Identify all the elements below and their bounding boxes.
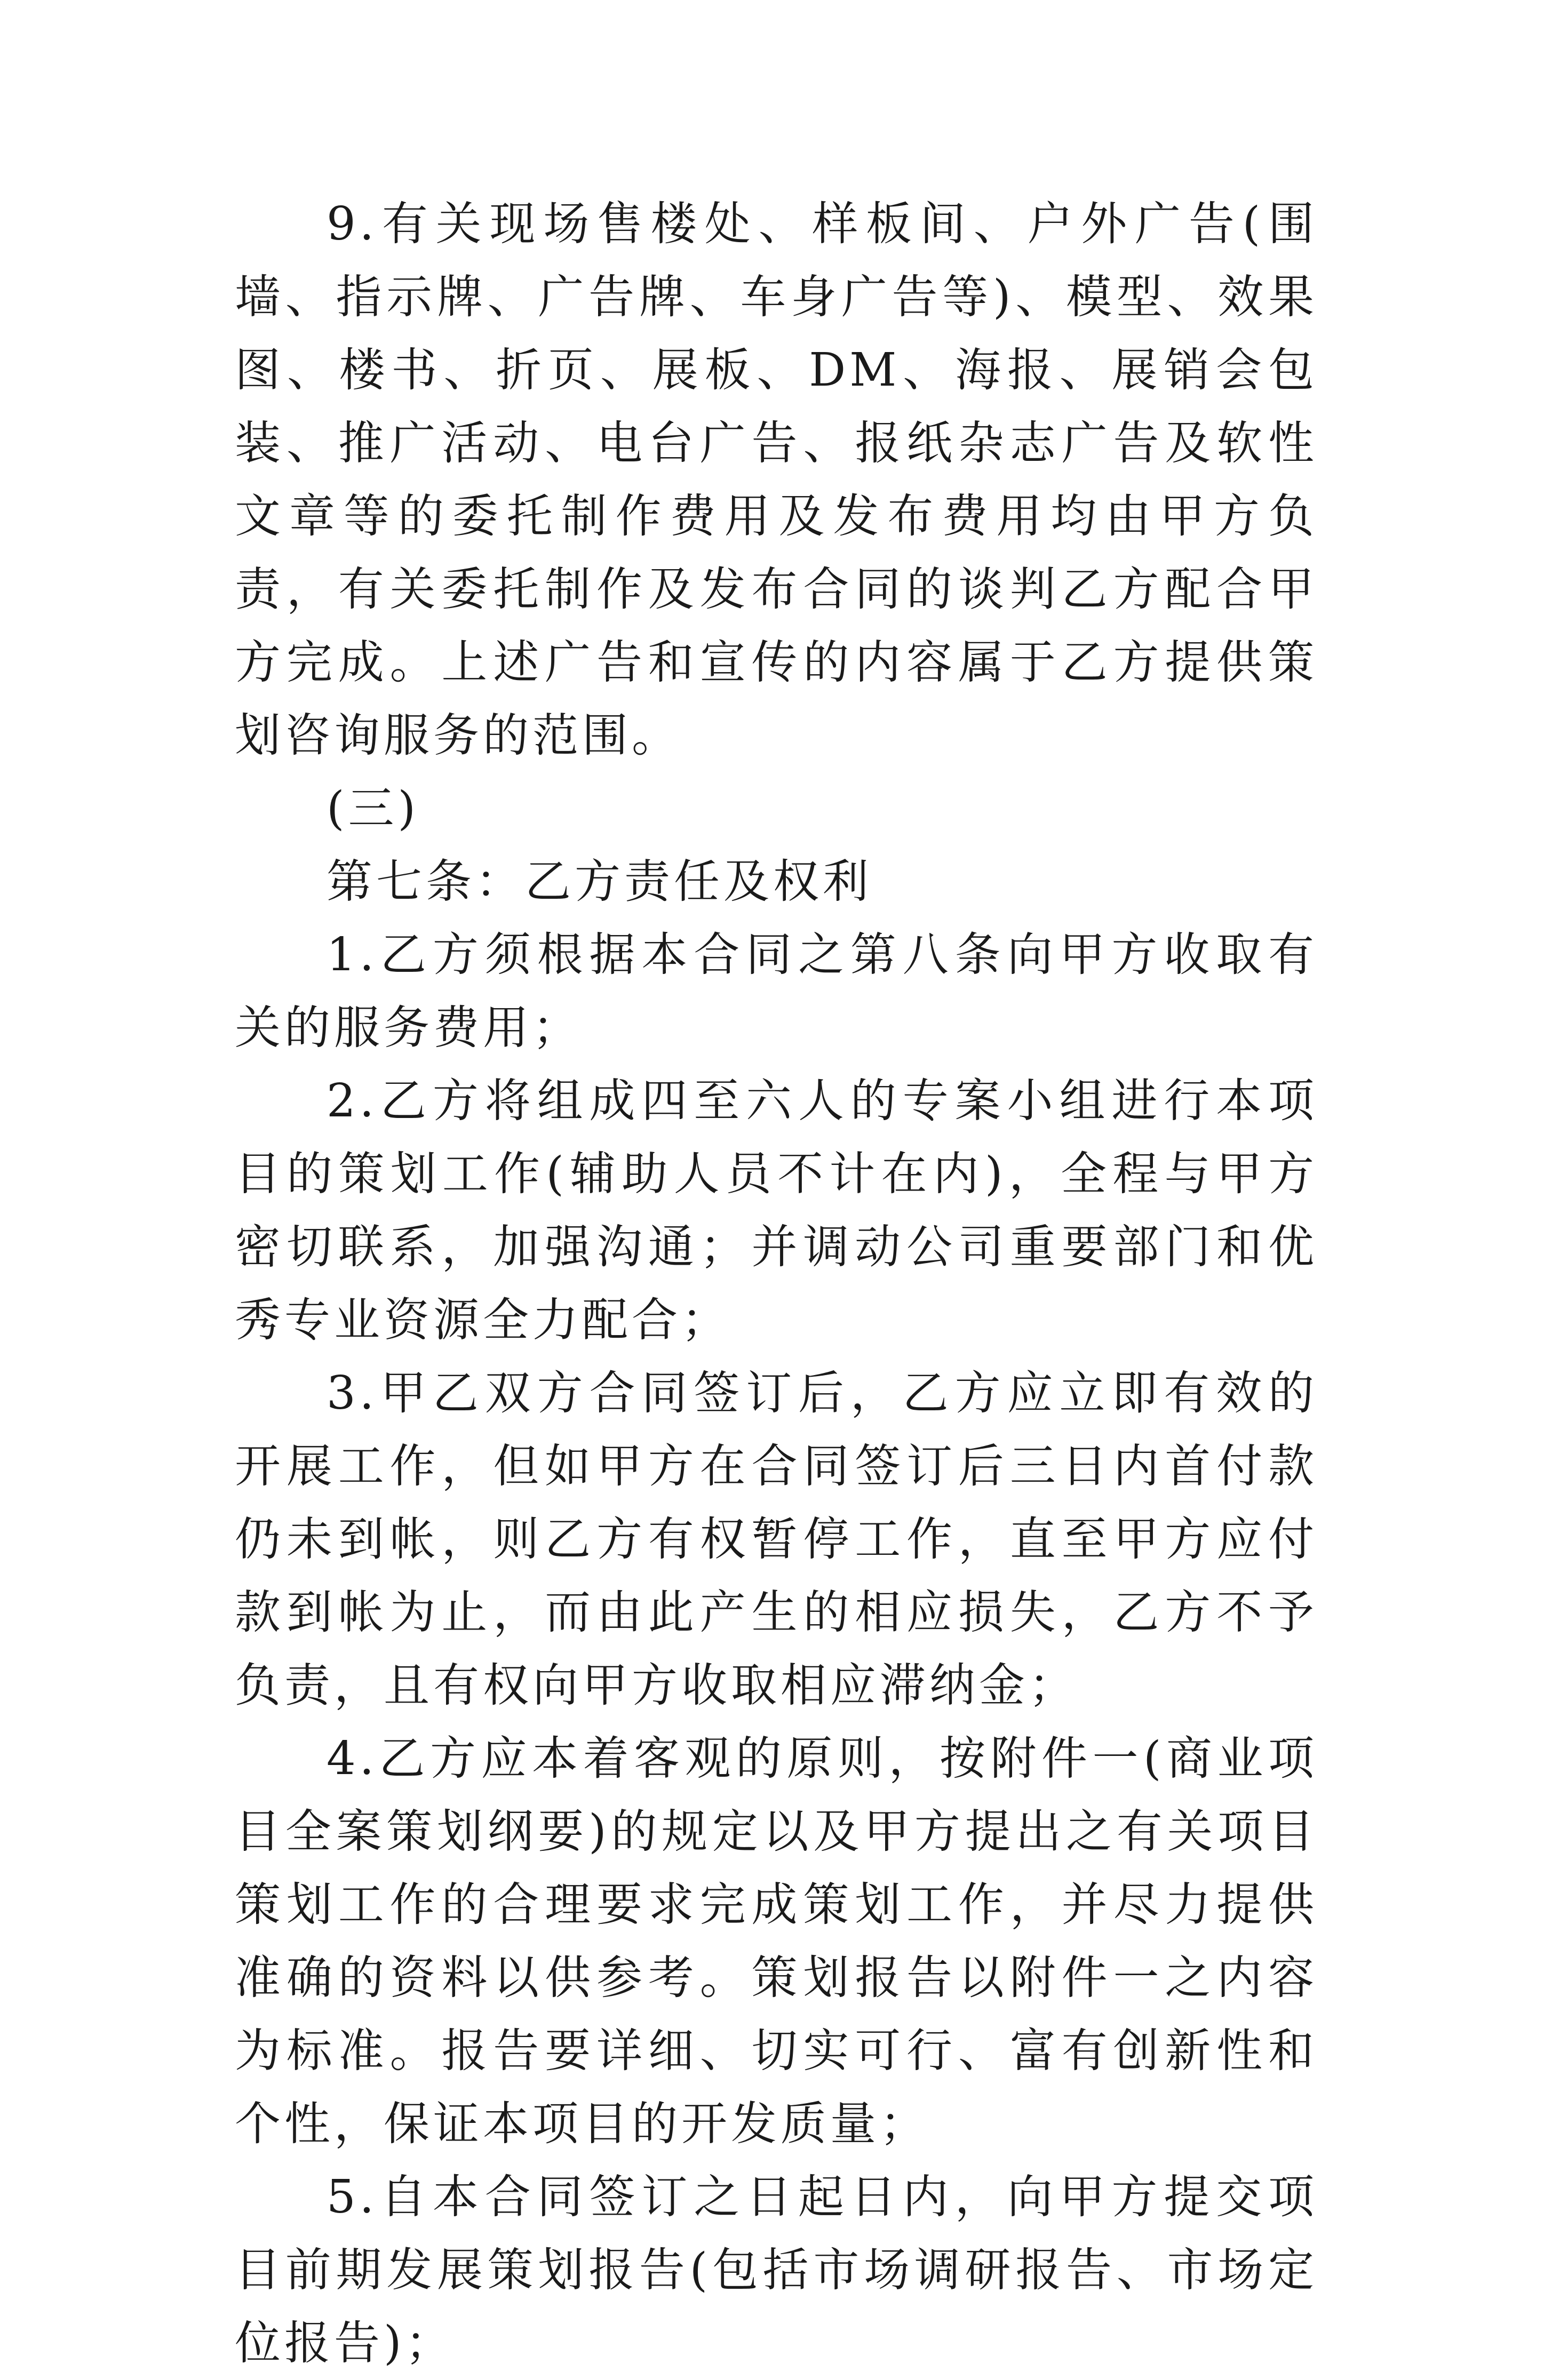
paragraph-item-1: 1.乙方须根据本合同之第八条向甲方收取有关的服务费用； [235,928,1318,1055]
paragraph-item-9-advertising: 9.有关现场售楼处、样板间、户外广告(围墙、指示牌、广告牌、车身广告等)、模型、效果图、楼书、折页、展板、DM、海报、展销会包装、推广活动、电台广告、报纸杂志广告及软性文章等的委托制作费用及发布费用均由甲方负责，有关委托制作及发布合同的谈判乙方配合甲方完成。上述广告和宣传的内容属于乙方提供策划咨询服务的范围。 [235,197,1318,762]
document-body [235,188,1318,2380]
section-heading-three: (三) [327,782,420,835]
paragraph-item-5: 5.自本合同签订之日起日内，向甲方提交项目前期发展策划报告(包括市场调研报告、市场定位报告)； [235,2170,1318,2370]
paragraph-item-2: 2.乙方将组成四至六人的专案小组进行本项目的策划工作(辅助人员不计在内)，全程与甲方密切联系，加强沟通；并调动公司重要部门和优秀专业资源全力配合； [235,1074,1318,1347]
article-seven-heading: 第七条：乙方责任及权利 [327,855,872,908]
paragraph-item-4: 4.乙方应本着客观的原则，按附件一(商业项目全案策划纲要)的规定以及甲方提出之有关项目策划工作的合理要求完成策划工作，并尽力提供准确的资料以供参考。策划报告以附件一之内容为标准。报告要详细、切实可行、富有创新性和个性，保证本项目的开发质量； [235,1732,1318,2151]
paragraph-item-3: 3.甲乙双方合同签订后，乙方应立即有效的开展工作，但如甲方在合同签订后三日内首付款仍未到帐，则乙方有权暂停工作，直至甲方应付款到帐为止，而由此产生的相应损失，乙方不予负责，且有权向甲方收取相应滞纳金； [235,1367,1318,1712]
